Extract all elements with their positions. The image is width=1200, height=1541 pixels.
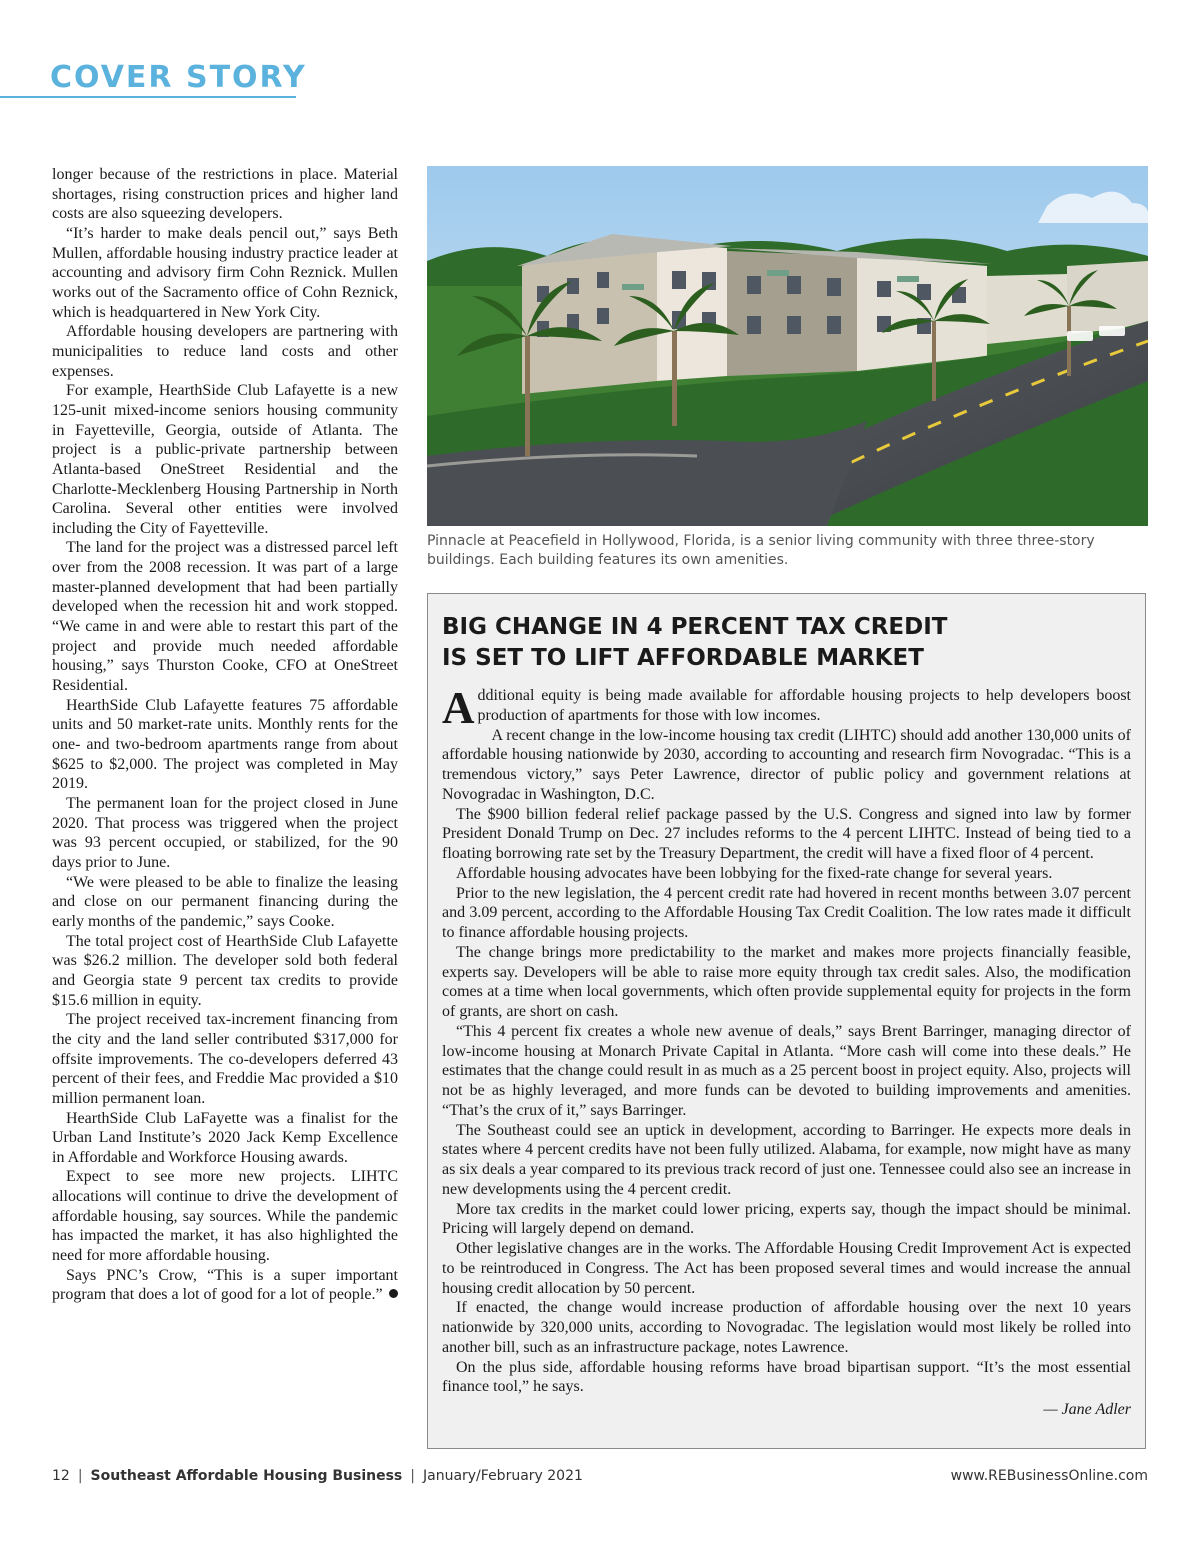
article-paragraph: “We were pleased to be able to finalize the leasing and close on our permanent financing during the early months of the pandemic,” says Cooke. xyxy=(52,873,398,930)
article-last-paragraph xyxy=(52,1266,398,1305)
sidebar-lead-text: dditional equity is being made available for affordable housing projects to help developers boost production of apartments for those with low incomes. xyxy=(477,687,1131,724)
sidebar-box xyxy=(427,593,1146,1449)
sidebar-paragraph: The Southeast could see an uptick in development, according to Barringer. He expects more deals in states where 4 percent credits have not been fully utilized. Alabama, for example, now might have as many as six deals a year compared to its previous track record of just one. Tennessee could also see an increase in new developments using the 4 percent credit. xyxy=(442,1121,1131,1198)
footer-separator: | xyxy=(410,1468,415,1484)
sidebar-paragraph: The change brings more predictability to the market and makes more projects financially feasible, experts say. Developers will be able to raise more equity through tax credit sales. Also, the modification comes at a time when local governments, which often provide supplemental equity for projects in the form of grants, are short on cash. xyxy=(442,943,1131,1020)
sidebar-paragraph: On the plus side, affordable housing reforms have broad bipartisan support. “It’s the most essential finance tool,” he says. xyxy=(442,1358,1131,1396)
sidebar-paragraph: Prior to the new legislation, the 4 percent credit rate had hovered in recent months between 3.07 percent and 3.09 percent, according to the Affordable Housing Tax Credit Coalition. The low rates made it difficult to finance affordable housing projects. xyxy=(442,884,1131,941)
article-paragraph: The permanent loan for the project closed in June 2020. That process was triggered when the project was 93 percent occupied, or stabilized, for the 90 days prior to June. xyxy=(52,795,398,871)
article-paragraph-text: Says PNC’s Crow, “This is a super important program that does a lot of good for a lot of people.” xyxy=(52,1266,398,1304)
sidebar-paragraph: Affordable housing advocates have been lobbying for the fixed-rate change for several years. xyxy=(456,864,1053,882)
building-photo-illustration xyxy=(427,166,1148,526)
article-paragraph: “It’s harder to make deals pencil out,” says Beth Mullen, affordable housing industry practice leader at accounting and advisory firm Cohn Reznick. Mullen works out of the Sacramento office of Cohn Reznick, which is headquartered in New York City. xyxy=(52,224,398,321)
sidebar-lead-paragraph xyxy=(442,683,1131,733)
building-photo xyxy=(427,166,1148,526)
article-paragraph: The land for the project was a distressed parcel left over from the 2008 recession. It was part of a large master-planned development that had been partially developed when the recession hit and work stopped. “We came in and were able to restart this part of the project and provide much needed affordable housing,” says Thurston Cooke, CFO at OneStreet Residential. xyxy=(52,539,398,695)
sidebar-paragraph: More tax credits in the market could lower pricing, experts say, though the impact should be minimal. Pricing will largely depend on demand. xyxy=(442,1200,1131,1238)
sidebar-paragraph: “This 4 percent fix creates a whole new avenue of deals,” says Brent Barringer, managing director of low-income housing at Monarch Private Capital in Atlanta. “More cash will come into these deals.” He estimates that the change could result in as much as a 25 percent boost in project equity. Also, projects will not be as highly leveraged, and more funds can be devoted to building improvements and amenities. “That’s the crux of it,” says Barringer. xyxy=(442,1022,1131,1119)
sidebar-paragraph: A recent change in the low-income housing tax credit (LIHTC) should add another 130,000 units of affordable housing nationwide by 2030, according to accounting and research firm Novogradac. “This is a tremendous victory,” says Peter Lawrence, director of public policy and government relations at Novogradac in Washington, D.C. xyxy=(442,726,1131,803)
page-number: 12 xyxy=(52,1468,70,1484)
byline: — Jane Adler xyxy=(1043,1401,1131,1418)
sidebar-title-line: BIG CHANGE IN 4 PERCENT TAX CREDIT xyxy=(442,614,948,640)
article-paragraph: Expect to see more new projects. LIHTC allocations will continue to drive the development of affordable housing, say sources. While the pandemic has impacted the market, it has also highlighted the need for more affordable housing. xyxy=(52,1168,398,1265)
sidebar-paragraph: Other legislative changes are in the works. The Affordable Housing Credit Improvement Act is expected to be reintroduced in Congress. The Act has been proposed several times and would increase the annual housing credit allocation by 50 percent. xyxy=(442,1240,1131,1297)
sidebar-paragraph: If enacted, the change would increase production of affordable housing over the next 10 years nationwide by 320,000 units, according to Novogradac. The legislation would most likely be rolled into another bill, such as an infrastructure package, notes Lawrence. xyxy=(442,1299,1131,1356)
footer-separator: | xyxy=(77,1468,83,1484)
article-paragraph: HearthSide Club Lafayette features 75 affordable units and 50 market-rate units. Monthly rents for the one- and two-bedroom apartments range from about $625 to $2,000. The project was completed in May 2019. xyxy=(52,696,398,793)
article-paragraph: Affordable housing developers are partnering with municipalities to reduce land costs and other expenses. xyxy=(52,323,398,380)
drop-cap: A xyxy=(442,683,475,733)
publication-name: Southeast Affordable Housing Business xyxy=(90,1468,403,1484)
sidebar-paragraph: The $900 billion federal relief package passed by the U.S. Congress and signed into law by former President Donald Trump on Dec. 27 includes reforms to the 4 percent LIHTC. Instead of being tied to a floating borrowing rate set by the Treasury Department, the credit will have a fixed floor of 4 percent. xyxy=(442,805,1131,862)
photo-caption: Pinnacle at Peacefield in Hollywood, Florida, is a senior living community with three three-story buildings. Each building features its own amenities. xyxy=(427,533,1095,568)
article-paragraph: The project received tax-increment financing from the city and the land seller contributed $317,000 for offsite improvements. The co-developers deferred 43 percent of their fees, and Freddie Mac provided a $10 million permanent loan. xyxy=(52,1011,398,1107)
article-paragraph: longer because of the restrictions in place. Material shortages, rising construction prices and higher land costs are also squeezing developers. xyxy=(52,166,398,223)
article-paragraph: For example, HearthSide Club Lafayette is a new 125-unit mixed-income seniors housing community in Fayetteville, Georgia, outside of Atlanta. The project is a public-private partnership between Atlanta-based OneStreet Residential and the Charlotte-Mecklenberg Housing Partnership in North Carolina. Several other entities were involved including the City of Fayetteville. xyxy=(52,382,398,537)
sidebar-body xyxy=(442,683,1131,1421)
website-url: www.REBusinessOnline.com xyxy=(950,1468,1148,1484)
end-mark-icon xyxy=(389,1289,398,1298)
section-rule xyxy=(0,96,296,98)
footer-left xyxy=(52,1466,583,1486)
sidebar-title-line: IS SET TO LIFT AFFORDABLE MARKET xyxy=(442,645,924,671)
issue-date: January/February 2021 xyxy=(422,1468,583,1484)
article-paragraph: HearthSide Club LaFayette was a finalist for the Urban Land Institute’s 2020 Jack Kemp Excellence in Affordable and Workforce Housing awards. xyxy=(52,1109,398,1166)
article-column xyxy=(52,165,398,1305)
section-label: COVER STORY xyxy=(50,60,307,95)
article-paragraph: The total project cost of HearthSide Club Lafayette was $26.2 million. The developer sold both federal and Georgia state 9 percent tax credits to provide $15.6 million in equity. xyxy=(52,932,398,1009)
sidebar-title xyxy=(442,612,1131,674)
